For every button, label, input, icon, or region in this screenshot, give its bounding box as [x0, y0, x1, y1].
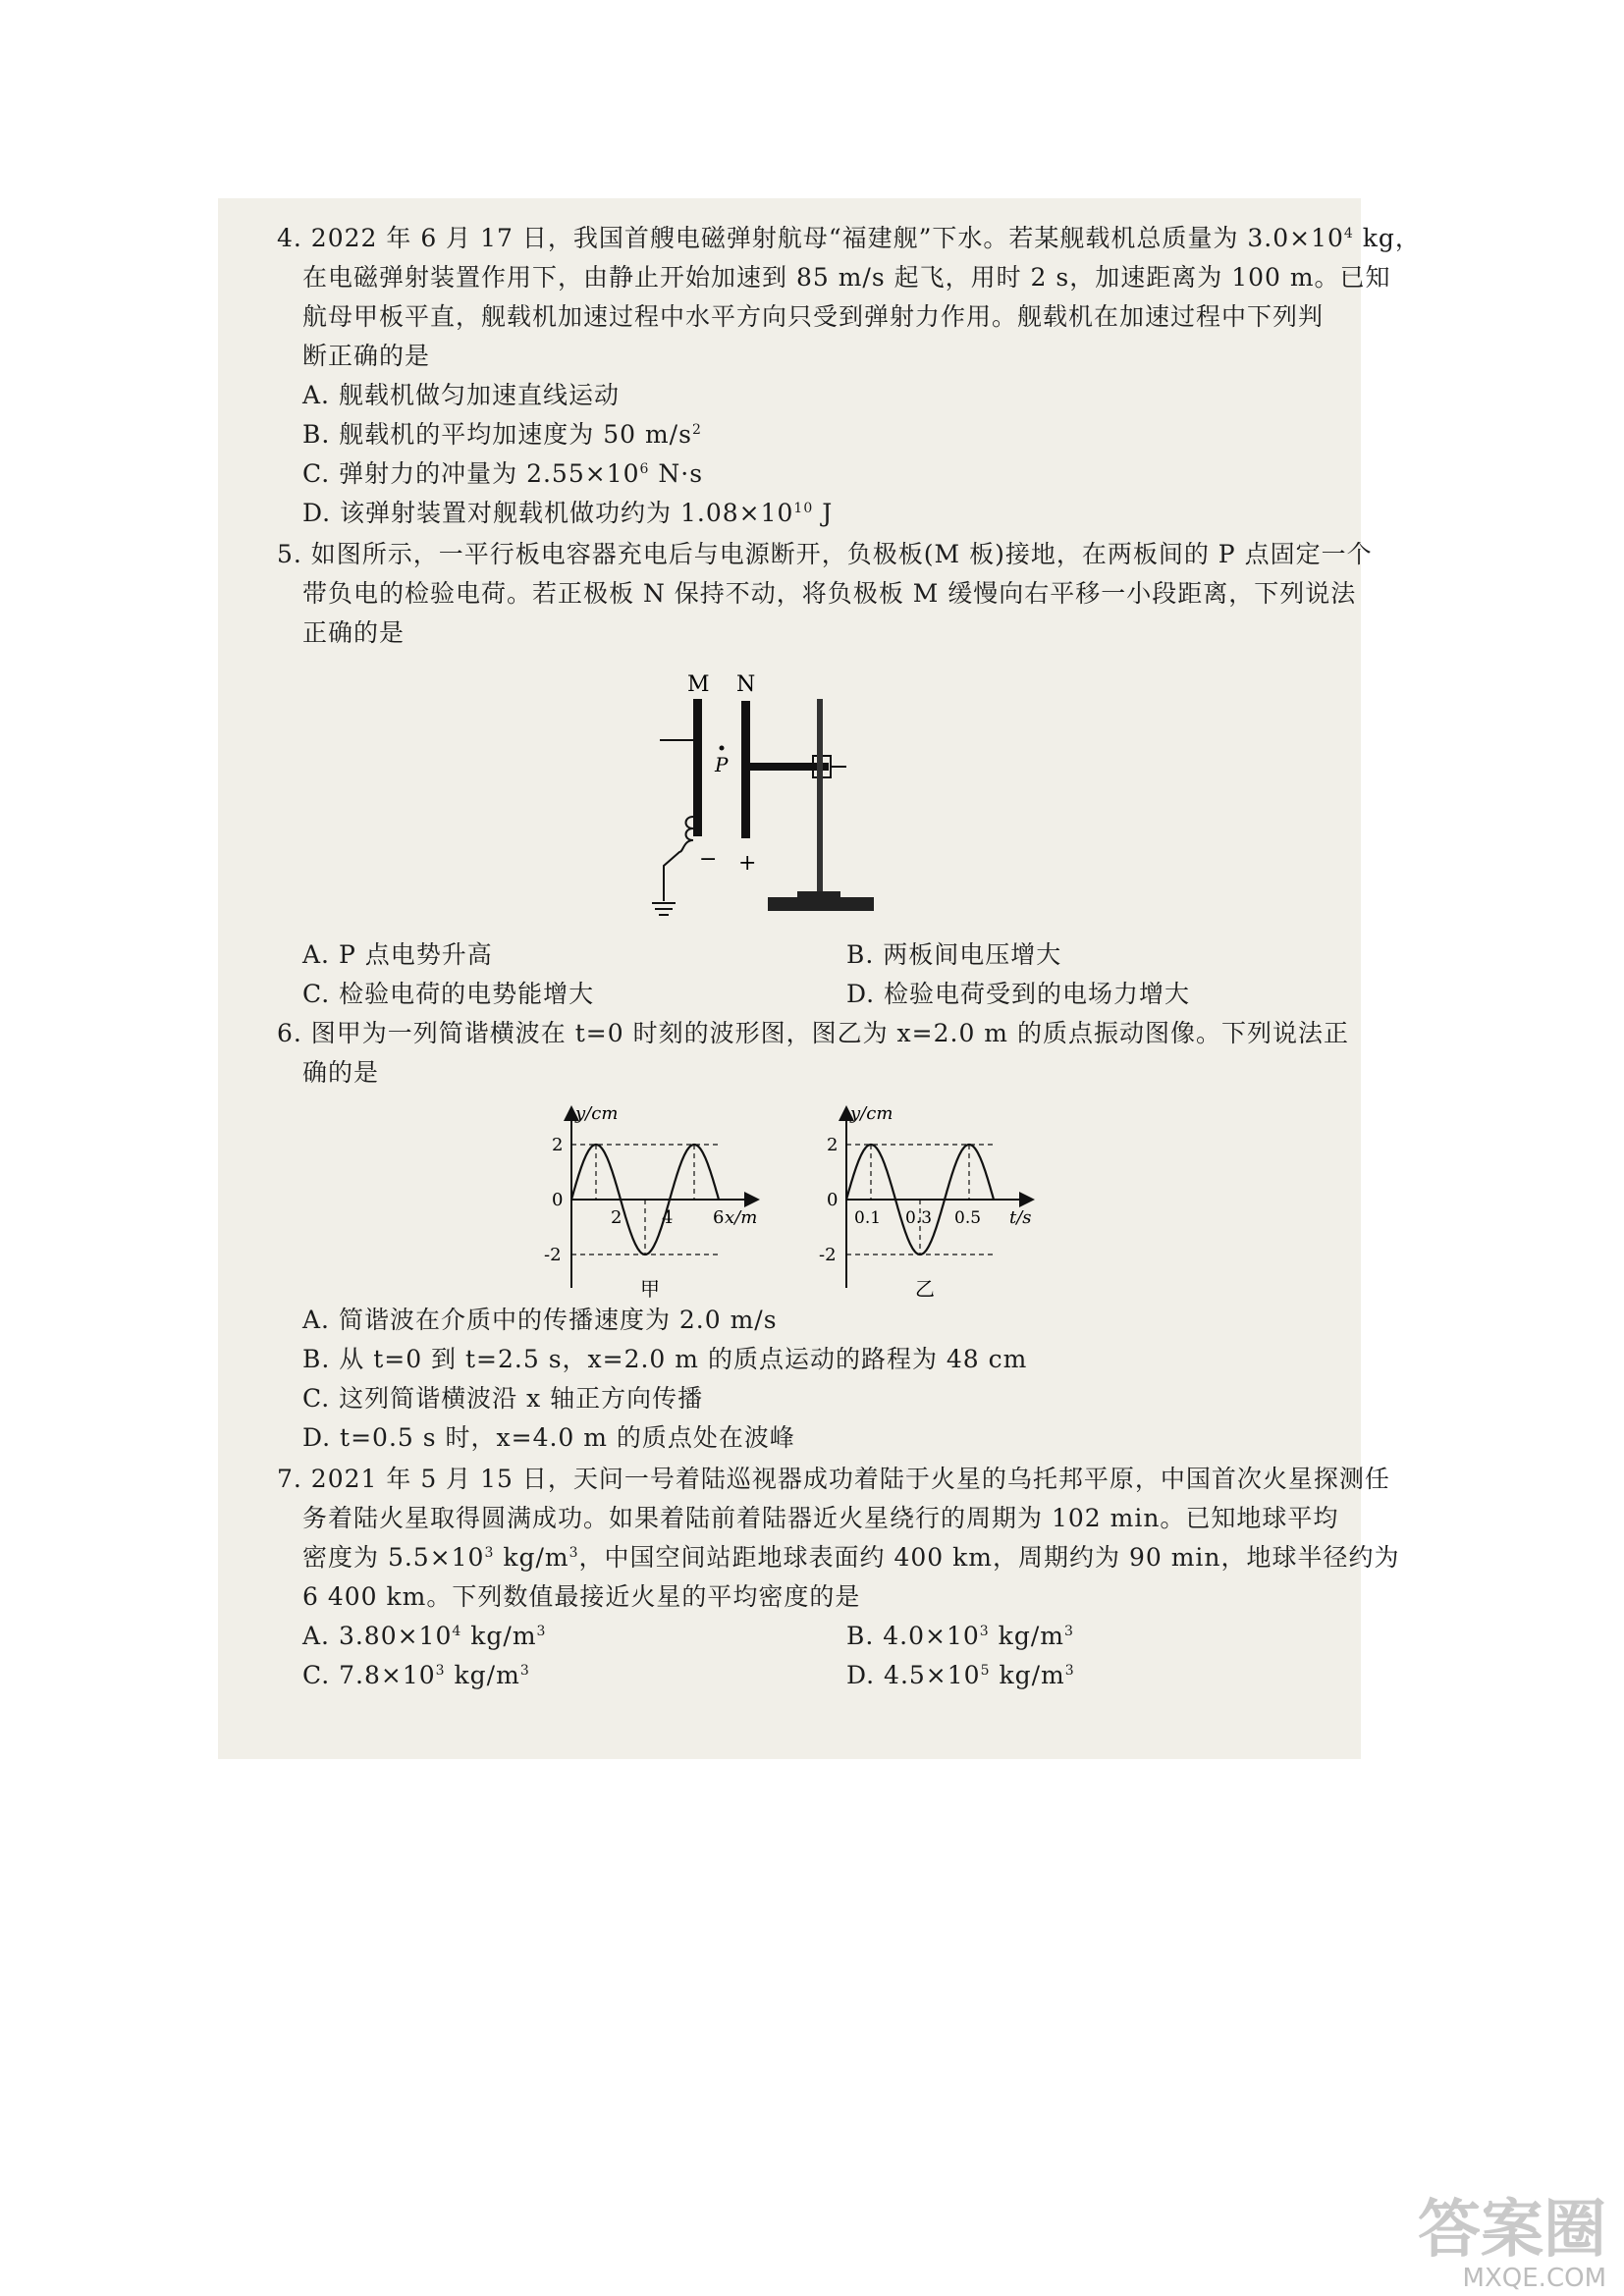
plate-n — [741, 701, 750, 838]
point-p-dot — [720, 746, 725, 751]
watermark — [1418, 2196, 1606, 2292]
t-tick-0.3: 0.3 — [905, 1208, 933, 1228]
y-tick-0: 0 — [552, 1190, 564, 1210]
y-tick-2: 2 — [827, 1135, 839, 1155]
q7-option-c: C. $7.8\times 10^3$ $kg/m^3$ — [302, 1661, 530, 1689]
y-axis-label: y/cm — [850, 1103, 893, 1124]
y-tick-0: 0 — [827, 1190, 839, 1210]
q4-option-a: A. 舰载机做匀加速直线运动 — [302, 381, 620, 409]
q4-line3: 航母甲板平直，舰载机加速过程中水平方向只受到弹射力作用。舰载机在加速过程中下列判 — [302, 302, 1325, 331]
ground-wire — [664, 817, 693, 901]
vibration-graph-yi — [807, 1101, 1062, 1298]
q6-option-c: C. 这列简谐横波沿 x 轴正方向传播 — [302, 1384, 704, 1413]
q5-option-b: B. 两板间电压增大 — [846, 940, 1062, 969]
label-m: M — [687, 672, 710, 697]
plate-m — [693, 699, 702, 836]
x-tick-4: 4 — [662, 1207, 674, 1228]
watermark-logo: 答案圈 — [1418, 2194, 1606, 2267]
q7-option-b: B. $4.0\times 10^3$ $kg/m^3$ — [846, 1622, 1074, 1650]
x-axis-label: x/m — [725, 1207, 758, 1228]
q7-line4: 6 400 km。下列数值最接近火星的平均密度的是 — [302, 1582, 861, 1611]
exam-page — [218, 198, 1421, 1759]
label-n: N — [736, 672, 756, 697]
y-axis-label: y/cm — [575, 1103, 619, 1124]
q6-option-a: A. 简谐波在介质中的传播速度为 2.0 m/s — [302, 1306, 778, 1334]
q7-line1: 7. 2021 年 5 月 15 日，天问一号着陆巡视器成功着陆于火星的乌托邦平原，中国首次火星探测任 — [277, 1465, 1390, 1493]
q7-line3: 密度为 $5.5\times 10^3$ $kg/m^3$，中国空间站距地球表面约 400 km，周期约为 90 min，地球半径约为 — [302, 1543, 1400, 1572]
caption-yi: 乙 — [915, 1277, 935, 1298]
stand-pole — [817, 699, 823, 900]
q5-option-c: C. 检验电荷的电势能增大 — [302, 980, 595, 1008]
t-axis-label: t/s — [1009, 1207, 1032, 1228]
capacitor-diagram — [650, 669, 945, 925]
q4-line2: 在电磁弹射装置作用下，由静止开始加速到 85 m/s 起飞，用时 2 s，加速距离为 100 m。已知 — [302, 263, 1391, 292]
q7-option-d: D. $4.5\times 10^5$ $kg/m^3$ — [846, 1661, 1075, 1689]
watermark-url: MXQE.COM — [1462, 2264, 1606, 2293]
q5-option-a: A. P 点电势升高 — [302, 940, 493, 969]
y-tick-neg2: -2 — [819, 1245, 837, 1265]
q6-line1: 6. 图甲为一列简谐横波在 t=0 时刻的波形图，图乙为 x=2.0 m 的质点振动图像。下列说法正 — [277, 1019, 1349, 1047]
x-tick-6: 6 — [713, 1207, 725, 1228]
q6-option-b: B. 从 t=0 到 t=2.5 s，x=2.0 m 的质点运动的路程为 48 cm — [302, 1345, 1028, 1373]
q4-option-c: C. 弹射力的冲量为 $2.55\times 10^6$ N·s — [302, 459, 704, 488]
plus-sign: + — [738, 851, 757, 876]
label-p: P — [715, 753, 729, 776]
q5-line1: 5. 如图所示，一平行板电容器充电后与电源断开，负极板(M 板)接地，在两板间的 P 点固定一个 — [277, 540, 1373, 568]
q7-line2: 务着陆火星取得圆满成功。如果着陆前着陆器近火星绕行的周期为 102 min。已知地球平均 — [302, 1504, 1339, 1532]
q4-option-d: D. 该弹射装置对舰载机做功约为 $1.08\times 10^{10}$ J — [302, 499, 834, 527]
y-tick-2: 2 — [552, 1135, 564, 1155]
q6-line2: 确的是 — [302, 1058, 380, 1087]
q4-line1: 4. 2022 年 6 月 17 日，我国首艘电磁弹射航母“福建舰”下水。若某舰载机总质量为 $3.0\times 10^4$ kg， — [277, 224, 1421, 252]
q5-option-d: D. 检验电荷受到的电场力增大 — [846, 980, 1191, 1008]
q5-line3: 正确的是 — [302, 618, 406, 647]
q4-line4: 断正确的是 — [302, 342, 431, 370]
t-tick-0.1: 0.1 — [854, 1208, 882, 1228]
wave-graph-jia — [532, 1101, 778, 1298]
caption-jia: 甲 — [640, 1277, 660, 1298]
stand-base — [768, 897, 874, 911]
q7-option-a: A. $3.80\times 10^4$ $kg/m^3$ — [302, 1622, 547, 1650]
t-tick-0.5: 0.5 — [954, 1208, 982, 1228]
q5-line2: 带负电的检验电荷。若正极板 N 保持不动，将负极板 M 缓慢向右平移一小段距离，下列说法 — [302, 579, 1357, 608]
y-tick-neg2: -2 — [544, 1245, 562, 1265]
q6-option-d: D. t=0.5 s 时，x=4.0 m 的质点处在波峰 — [302, 1423, 795, 1452]
q4-option-b: B. 舰载机的平均加速度为 50 $m/s^2$ — [302, 420, 702, 449]
minus-sign: − — [699, 847, 718, 872]
x-tick-2: 2 — [611, 1207, 623, 1228]
